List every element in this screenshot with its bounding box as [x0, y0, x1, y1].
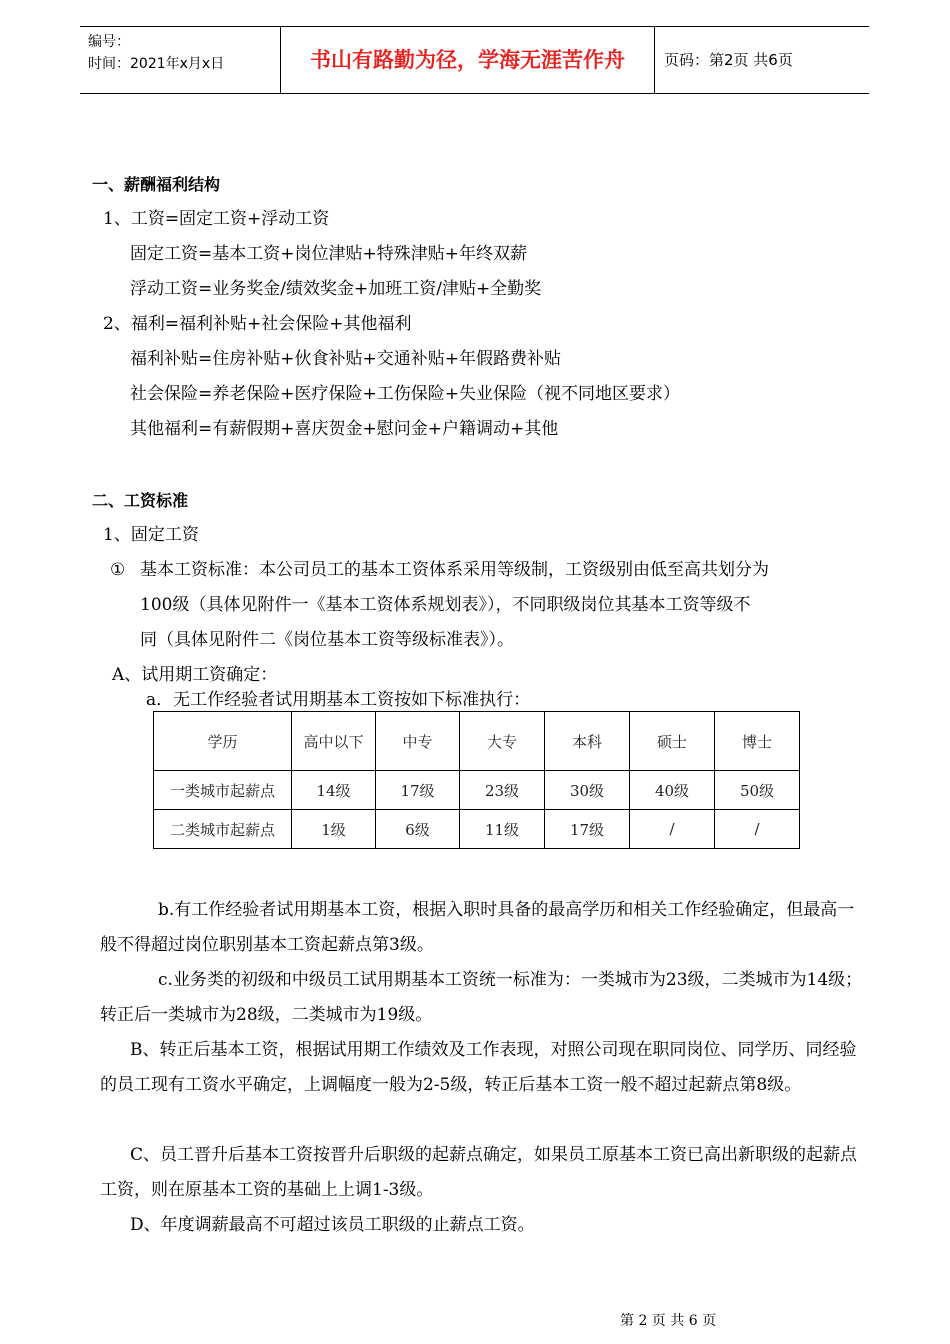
item1-mark: ① — [110, 560, 126, 580]
section1-line-2: 固定工资=基本工资+岗位津贴+特殊津贴+年终双薪 — [130, 244, 527, 264]
table-header-cell: 中专 — [376, 712, 460, 771]
table-header-cell: 大专 — [460, 712, 545, 771]
table-row — [154, 810, 800, 849]
table-cell: 17级 — [545, 810, 630, 849]
header-left-cell — [80, 27, 281, 93]
table-cell: / — [715, 810, 800, 849]
section2-sub1: 1、固定工资 — [103, 525, 199, 545]
table-row — [154, 771, 800, 810]
page-footer: 第 2 页 共 6 页 — [620, 1313, 717, 1329]
paragraph-c: c.业务类的初级和中级员工试用期基本工资统一标准为：一类城市为23级，二类城市为14级；转正后一类城市为28级，二类城市为19级。 — [100, 970, 863, 1025]
item1-line-3: 同（具体见附件二《岗位基本工资等级标准表》）。 — [140, 630, 514, 650]
table-cell: 17级 — [376, 771, 460, 810]
doc-time-label: 时间：2021年x月x日 — [88, 56, 225, 72]
table-cell: 二类城市起薪点 — [154, 810, 292, 849]
table-cell: 1级 — [292, 810, 376, 849]
table-header-cell: 本科 — [545, 712, 630, 771]
table-cell: 14级 — [292, 771, 376, 810]
item1-line-1: 基本工资标准：本公司员工的基本工资体系采用等级制，工资级别由低至高共划分为 — [140, 560, 769, 580]
section1-line-1: 1、工资=固定工资+浮动工资 — [103, 209, 330, 229]
table-header-cell: 硕士 — [630, 712, 715, 771]
trial-salary-title: A、试用期工资确定： — [112, 665, 278, 685]
section1-line-6: 社会保险=养老保险+医疗保险+工伤保险+失业保险（视不同地区要求） — [130, 384, 680, 404]
doc-number-label: 编号： — [88, 34, 130, 50]
table-cell: 一类城市起薪点 — [154, 771, 292, 810]
section2-title: 二、工资标准 — [92, 491, 189, 510]
paragraph-B: B、转正后基本工资，根据试用期工作绩效及工作表现，对照公司现在职同岗位、同学历、同经验的员工现有工资水平确定，上调幅度一般为2-5级，转正后基本工资一般不超过起薪点第8级。 — [100, 1040, 857, 1095]
section1-line-5: 福利补贴=住房补贴+伙食补贴+交通补贴+年假路费补贴 — [130, 349, 561, 369]
table-cell: 6级 — [376, 810, 460, 849]
paragraph-C: C、员工晋升后基本工资按晋升后职级的起薪点确定，如果员工原基本工资已高出新职级的起薪点工资，则在原基本工资的基础上上调1-3级。 — [100, 1145, 858, 1200]
section1-line-3: 浮动工资=业务奖金/绩效奖金+加班工资/津贴+全勤奖 — [130, 279, 542, 299]
table-cell: 30级 — [545, 771, 630, 810]
trial-salary-sub-a: a．无工作经验者试用期基本工资按如下标准执行： — [146, 690, 531, 710]
header-page-info: 页码：第2页 共6页 — [664, 51, 793, 69]
item1-line-2: 100级（具体见附件一《基本工资体系规划表》），不同职级岗位其基本工资等级不 — [140, 595, 751, 615]
section1-title: 一、薪酬福利结构 — [92, 175, 221, 194]
table-cell: / — [630, 810, 715, 849]
page-header — [80, 26, 869, 94]
table-cell: 11级 — [460, 810, 545, 849]
paragraph-D: D、年度调薪最高不可超过该员工职级的止薪点工资。 — [130, 1215, 535, 1235]
table-header-cell: 高中以下 — [292, 712, 376, 771]
paragraph-b: b.有工作经验者试用期基本工资，根据入职时具备的最高学历和相关工作经验确定，但最高一般不得超过岗位职别基本工资起薪点第3级。 — [100, 900, 855, 955]
section1-line-4: 2、福利=福利补贴+社会保险+其他福利 — [103, 314, 412, 334]
table-cell: 40级 — [630, 771, 715, 810]
header-motto: 书山有路勤为径，学海无涯苦作舟 — [281, 27, 655, 93]
table-cell: 50级 — [715, 771, 800, 810]
table-header-cell: 博士 — [715, 712, 800, 771]
table-header-row — [154, 712, 800, 771]
section1-line-7: 其他福利=有薪假期+喜庆贺金+慰问金+户籍调动+其他 — [130, 419, 559, 439]
salary-table — [153, 711, 800, 849]
table-cell: 23级 — [460, 771, 545, 810]
table-header-cell: 学历 — [154, 712, 292, 771]
